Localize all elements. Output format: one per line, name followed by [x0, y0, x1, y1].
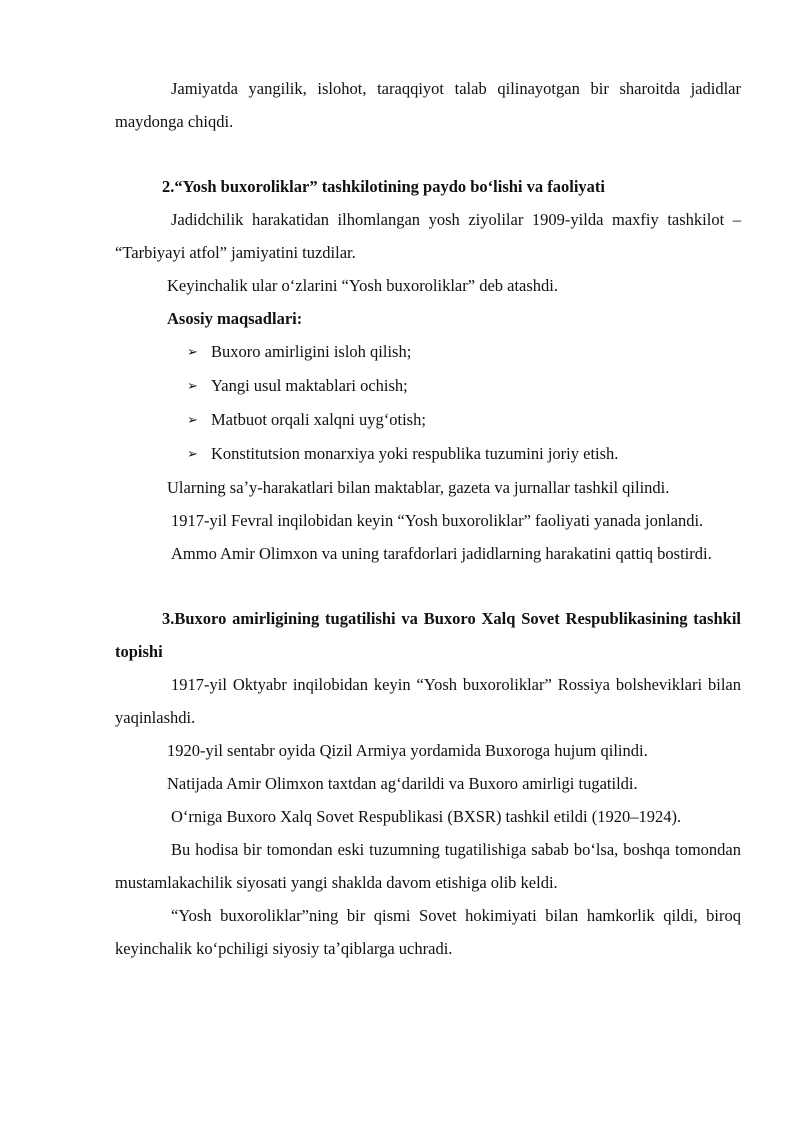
- goal-text: Matbuot orqali xalqni uygʻotish;: [211, 410, 426, 429]
- goal-text: Buxoro amirligini isloh qilish;: [211, 342, 412, 361]
- section-3-paragraph-6: “Yosh buxoroliklar”ning bir qismi Sovet hokimiyati bilan hamkorlik qildi, biroq keyinchalik koʻpchiligi siyosiy taʼqiblarga uchradi.: [115, 906, 741, 958]
- list-item: [187, 369, 741, 403]
- intro-paragraph: Jamiyatda yangilik, islohot, taraqqiyot talab qilinayotgan bir sharoitda jadidlar maydonga chiqdi.: [115, 79, 741, 131]
- goals-list: [115, 335, 741, 471]
- section-3-paragraph-1: 1917-yil Oktyabr inqilobidan keyin “Yosh buxoroliklar” Rossiya bolsheviklari bilan yaqinlashdi.: [115, 675, 741, 727]
- spacer: [115, 570, 741, 602]
- arrow-right-icon: ➢: [187, 412, 198, 427]
- section-2-paragraph-5: Ammo Amir Olimxon va uning tarafdorlari jadidlarning harakatini qattiq bostirdi.: [171, 544, 712, 563]
- section-2-paragraph-1: Jadidchilik harakatidan ilhomlangan yosh ziyolilar 1909-yilda maxfiy tashkilot – “Tarbiyayi atfol” jamiyatini tuzdilar.: [115, 210, 741, 262]
- section-2-line-2: Keyinchalik ular oʻzlarini “Yosh buxoroliklar” deb atashdi.: [167, 276, 559, 295]
- arrow-right-icon: ➢: [187, 378, 198, 393]
- section-3-paragraph-4: Oʻrniga Buxoro Xalq Sovet Respublikasi (BXSR) tashkil etildi (1920–1924).: [171, 807, 682, 826]
- arrow-right-icon: ➢: [187, 344, 198, 359]
- section-2-heading: 2.“Yosh buxoroliklar” tashkilotining paydo boʻlishi va faoliyati: [162, 177, 606, 196]
- list-item: [187, 335, 741, 369]
- list-item: [187, 403, 741, 437]
- list-item: [187, 437, 741, 471]
- section-2-line-3: Ularning saʼy-harakatlari bilan maktablar, gazeta va jurnallar tashkil qilindi.: [167, 478, 670, 497]
- spacer: [115, 138, 741, 170]
- goals-title: Asosiy maqsadlari:: [167, 309, 303, 328]
- arrow-right-icon: ➢: [187, 446, 198, 461]
- document-page: [115, 72, 741, 965]
- goal-text: Yangi usul maktablari ochish;: [211, 376, 408, 395]
- goal-text: Konstitutsion monarxiya yoki respublika tuzumini joriy etish.: [211, 444, 619, 463]
- section-3-paragraph-5: Bu hodisa bir tomondan eski tuzumning tugatilishiga sabab boʻlsa, boshqa tomondan mustamlakachilik siyosati yangi shaklda davom etishiga olib keldi.: [115, 840, 741, 892]
- section-2-paragraph-4: 1917-yil Fevral inqilobidan keyin “Yosh buxoroliklar” faoliyati yanada jonlandi.: [171, 511, 704, 530]
- section-3-line-3: Natijada Amir Olimxon taxtdan agʻdarildi va Buxoro amirligi tugatildi.: [167, 774, 638, 793]
- section-3-line-2: 1920-yil sentabr oyida Qizil Armiya yordamida Buxoroga hujum qilindi.: [167, 741, 648, 760]
- section-3-heading: 3.Buxoro amirligining tugatilishi va Buxoro Xalq Sovet Respublikasining tashkil topishi: [115, 609, 741, 661]
